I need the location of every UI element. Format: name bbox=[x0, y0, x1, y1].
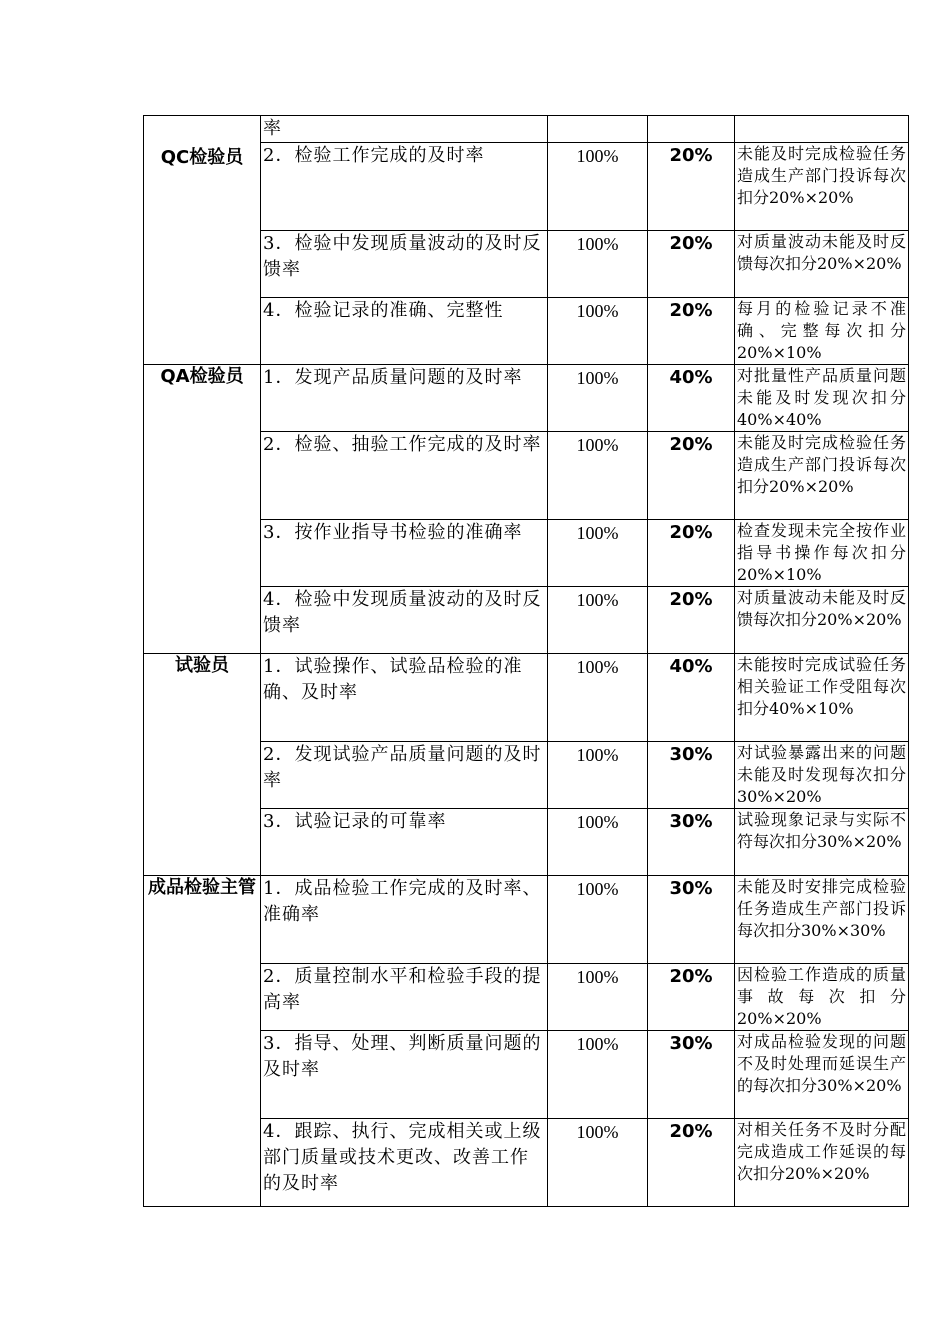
target-cell: 100% bbox=[548, 876, 648, 964]
target-cell: 100% bbox=[548, 1119, 648, 1207]
weight-cell: 20% bbox=[648, 520, 735, 587]
weight-cell: 40% bbox=[648, 654, 735, 742]
table-row bbox=[144, 116, 909, 143]
kpi-table-body bbox=[144, 116, 909, 1207]
indicator-cell: 3．检验中发现质量波动的及时反馈率 bbox=[261, 231, 548, 298]
kpi-table bbox=[143, 115, 909, 1207]
target-cell: 100% bbox=[548, 520, 648, 587]
table-row bbox=[144, 876, 909, 964]
weight-cell: 20% bbox=[648, 1119, 735, 1207]
weight-cell: 30% bbox=[648, 809, 735, 876]
role-cell: QA检验员 bbox=[144, 365, 261, 654]
indicator-cell: 2．质量控制水平和检验手段的提高率 bbox=[261, 964, 548, 1031]
target-cell: 100% bbox=[548, 298, 648, 365]
rule-cell: 对质量波动未能及时反馈每次扣分20%×20% bbox=[735, 587, 909, 654]
weight-cell: 20% bbox=[648, 298, 735, 365]
target-cell: 100% bbox=[548, 432, 648, 520]
target-cell bbox=[548, 116, 648, 143]
rule-cell: 对批量性产品质量问题未能及时发现次扣分40%×40% bbox=[735, 365, 909, 432]
indicator-cell: 4．检验中发现质量波动的及时反馈率 bbox=[261, 587, 548, 654]
rule-cell: 未能按时完成试验任务相关验证工作受阻每次扣分40%×10% bbox=[735, 654, 909, 742]
weight-cell: 20% bbox=[648, 143, 735, 231]
rule-cell: 对相关任务不及时分配完成造成工作延误的每次扣分20%×20% bbox=[735, 1119, 909, 1207]
target-cell: 100% bbox=[548, 964, 648, 1031]
rule-cell: 试验现象记录与实际不符每次扣分30%×20% bbox=[735, 809, 909, 876]
table-row bbox=[144, 365, 909, 432]
indicator-cell: 2．检验工作完成的及时率 bbox=[261, 143, 548, 231]
target-cell: 100% bbox=[548, 143, 648, 231]
rule-cell: 检查发现未完全按作业指导书操作每次扣分20%×10% bbox=[735, 520, 909, 587]
weight-cell: 30% bbox=[648, 742, 735, 809]
rule-cell: 对质量波动未能及时反馈每次扣分20%×20% bbox=[735, 231, 909, 298]
target-cell: 100% bbox=[548, 654, 648, 742]
rule-cell: 对成品检验发现的问题不及时处理而延误生产的每次扣分30%×20% bbox=[735, 1031, 909, 1119]
weight-cell: 40% bbox=[648, 365, 735, 432]
target-cell: 100% bbox=[548, 809, 648, 876]
indicator-cell: 率 bbox=[261, 116, 548, 143]
indicator-cell: 3．试验记录的可靠率 bbox=[261, 809, 548, 876]
rule-cell: 未能及时完成检验任务造成生产部门投诉每次扣分20%×20% bbox=[735, 432, 909, 520]
weight-cell: 20% bbox=[648, 964, 735, 1031]
indicator-cell: 1．成品检验工作完成的及时率、准确率 bbox=[261, 876, 548, 964]
rule-cell: 对试验暴露出来的问题未能及时发现每次扣分30%×20% bbox=[735, 742, 909, 809]
weight-cell: 20% bbox=[648, 231, 735, 298]
target-cell: 100% bbox=[548, 365, 648, 432]
target-cell: 100% bbox=[548, 742, 648, 809]
indicator-cell: 4．跟踪、执行、完成相关或上级部门质量或技术更改、改善工作的及时率 bbox=[261, 1119, 548, 1207]
rule-cell bbox=[735, 116, 909, 143]
target-cell: 100% bbox=[548, 587, 648, 654]
indicator-cell: 2．检验、抽验工作完成的及时率 bbox=[261, 432, 548, 520]
indicator-cell: 1．发现产品质量问题的及时率 bbox=[261, 365, 548, 432]
target-cell: 100% bbox=[548, 231, 648, 298]
weight-cell bbox=[648, 116, 735, 143]
indicator-cell: 2．发现试验产品质量问题的及时率 bbox=[261, 742, 548, 809]
rule-cell: 未能及时安排完成检验任务造成生产部门投诉每次扣分30%×30% bbox=[735, 876, 909, 964]
weight-cell: 20% bbox=[648, 587, 735, 654]
indicator-cell: 3．按作业指导书检验的准确率 bbox=[261, 520, 548, 587]
role-cell: 成品检验主管 bbox=[144, 876, 261, 1207]
role-cell: QC检验员 bbox=[144, 116, 261, 365]
rule-cell: 每月的检验记录不准确、完整每次扣分20%×10% bbox=[735, 298, 909, 365]
table-row bbox=[144, 654, 909, 742]
indicator-cell: 4．检验记录的准确、完整性 bbox=[261, 298, 548, 365]
rule-cell: 因检验工作造成的质量事故每次扣分20%×20% bbox=[735, 964, 909, 1031]
rule-cell: 未能及时完成检验任务造成生产部门投诉每次扣分20%×20% bbox=[735, 143, 909, 231]
role-cell: 试验员 bbox=[144, 654, 261, 876]
weight-cell: 30% bbox=[648, 876, 735, 964]
weight-cell: 30% bbox=[648, 1031, 735, 1119]
weight-cell: 20% bbox=[648, 432, 735, 520]
indicator-cell: 1．试验操作、试验品检验的准确、及时率 bbox=[261, 654, 548, 742]
target-cell: 100% bbox=[548, 1031, 648, 1119]
indicator-cell: 3．指导、处理、判断质量问题的及时率 bbox=[261, 1031, 548, 1119]
